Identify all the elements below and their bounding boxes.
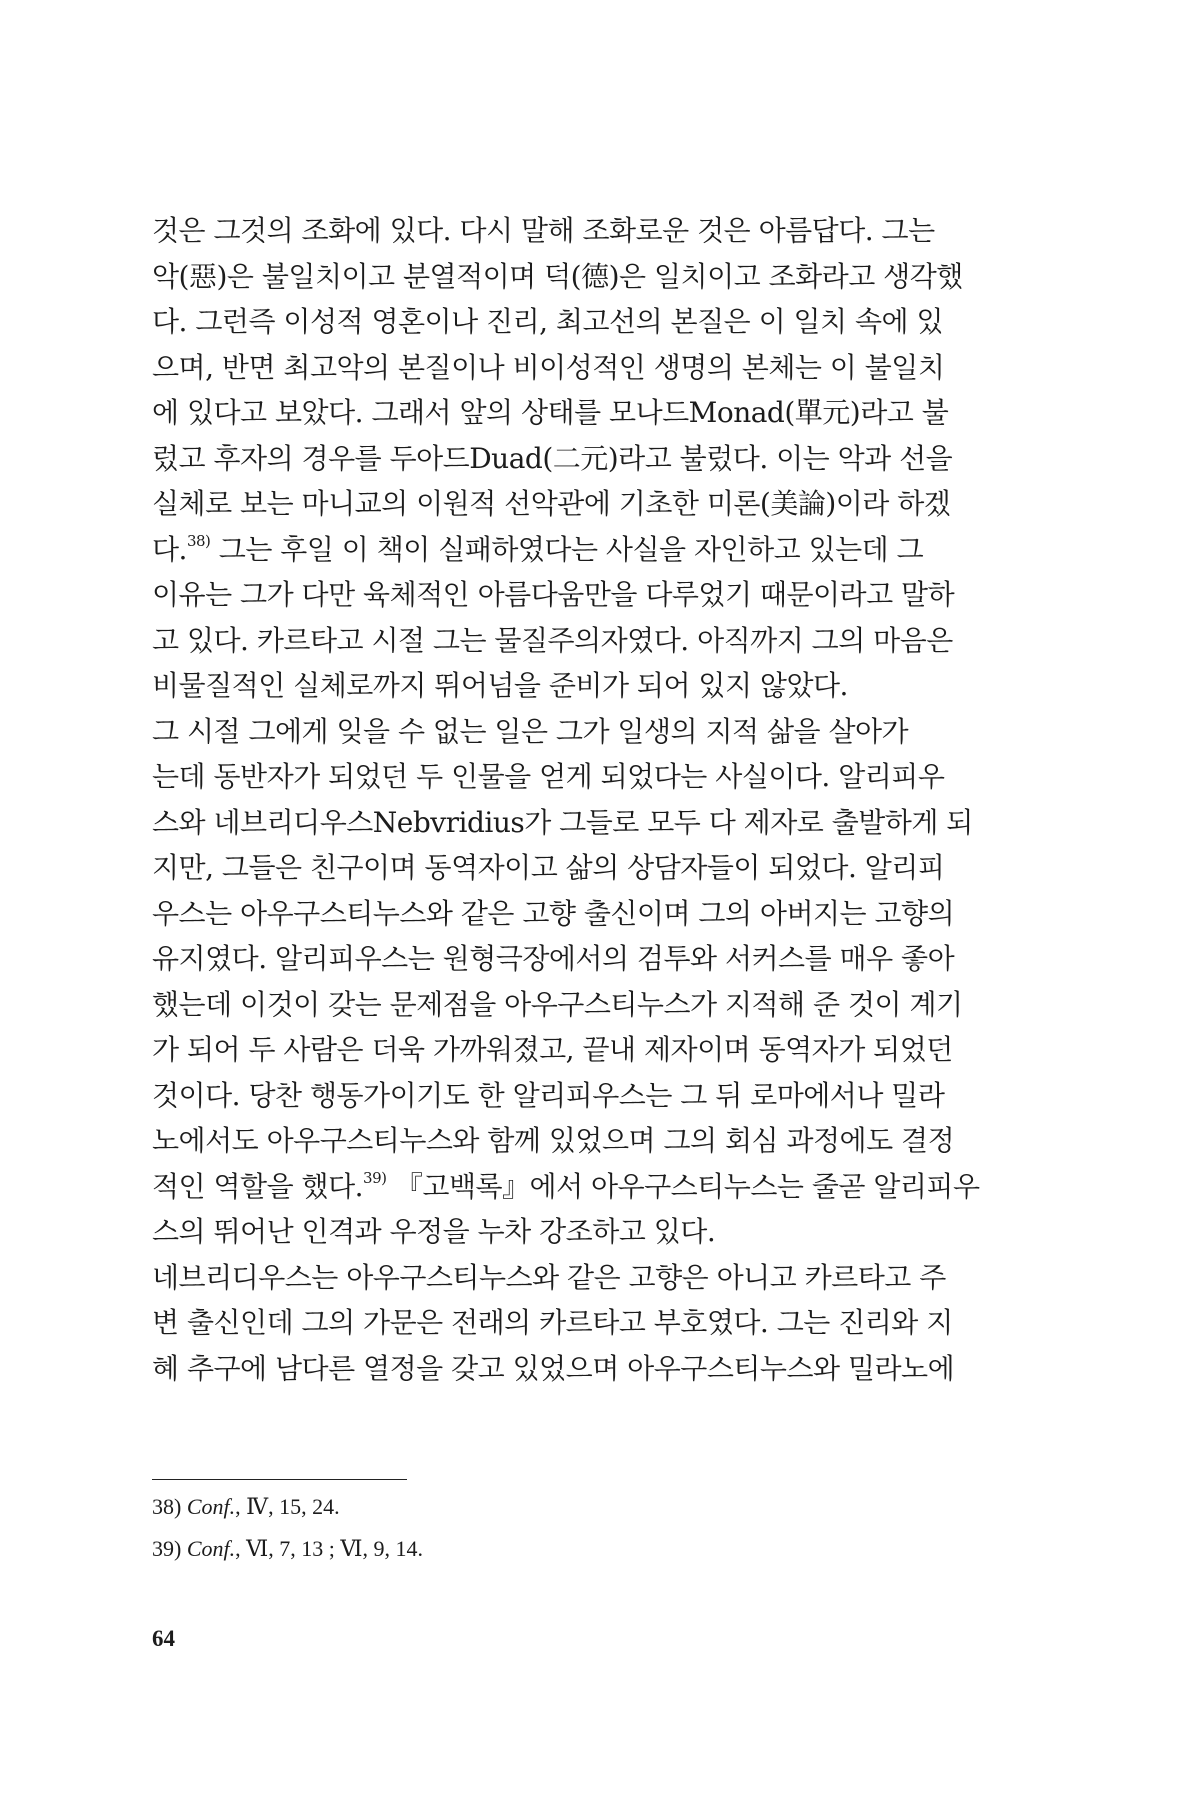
text-line: 것이다. 당찬 행동가이기도 한 알리피우스는 그 뒤 로마에서나 밀라 <box>152 1078 945 1112</box>
text-line: 것은 그것의 조화에 있다. 다시 말해 조화로운 것은 아름답다. 그는 <box>152 214 935 247</box>
text-line: 에 있다고 보았다. 그래서 앞의 상태를 모나드Monad(單元)라고 불 <box>152 396 949 429</box>
text-line: 실체로 보는 마니교의 이원적 선악관에 기초한 미론(美論)이라 하겠 <box>152 487 951 520</box>
text-line: 고 있다. 카르타고 시절 그는 물질주의자였다. 아직까지 그의 마음은 <box>152 623 953 657</box>
footnote-39 <box>152 1528 1052 1570</box>
footnote-marker-39: 39) <box>363 1169 387 1188</box>
footnote-work-title: Conf. <box>186 1536 236 1561</box>
text-line: 비물질적인 실체로까지 뛰어넘을 준비가 되어 있지 않았다. <box>152 669 848 702</box>
text-line: 악(惡)은 불일치이고 분열적이며 덕(德)은 일치이고 조화라고 생각했 <box>152 259 963 293</box>
footnote-marker-38: 38) <box>186 532 211 551</box>
text-line: 가 되어 두 사람은 더욱 가까워졌고, 끝내 제자이며 동역자가 되었던 <box>152 1033 953 1066</box>
text-line <box>152 1164 1052 1210</box>
text-line: 혜 추구에 남다른 열정을 갖고 있었으며 아우구스티누스와 밀라노에 <box>152 1351 955 1385</box>
text-line: 했는데 이것이 갖는 문제점을 아우구스티누스가 지적해 준 것이 계기 <box>152 987 963 1021</box>
footnote-38 <box>152 1486 1052 1528</box>
text-segment: 다. <box>152 532 187 566</box>
text-line: 이유는 그가 다만 육체적인 아름다움만을 다루었기 때문이라고 말하 <box>152 578 955 611</box>
text-line: 그 시절 그에게 잊을 수 없는 일은 그가 일생의 지적 삶을 살아가 <box>152 714 909 748</box>
footnote-reference: , Ⅳ, 15, 24. <box>235 1494 340 1519</box>
text-line: 스의 뛰어난 인격과 우정을 누차 강조하고 있다. <box>152 1215 716 1248</box>
text-line: 으며, 반면 최고악의 본질이나 비이성적인 생명의 본체는 이 불일치 <box>152 350 945 384</box>
text-line: 스와 네브리디우스Nebvridius가 그들로 모두 다 제자로 출발하게 되 <box>152 805 973 839</box>
footnote-number: 38) <box>152 1494 182 1519</box>
body-text <box>152 208 1052 1391</box>
text-line: 네브리디우스는 아우구스티누스와 같은 고향은 아니고 카르타고 주 <box>152 1260 946 1294</box>
text-line: 지만, 그들은 친구이며 동역자이고 삶의 상담자들이 되었다. 알리피 <box>152 851 945 884</box>
footnote-work-title: Conf. <box>186 1494 236 1519</box>
text-line <box>152 527 1052 573</box>
text-line: 는데 동반자가 되었던 두 인물을 얻게 되었다는 사실이다. 알리피우 <box>152 760 945 793</box>
text-line: 노에서도 아우구스티누스와 함께 있었으며 그의 회심 과정에도 결정 <box>152 1124 955 1157</box>
text-line: 유지였다. 알리피우스는 원형극장에서의 검투와 서커스를 매우 좋아 <box>152 942 955 975</box>
footnote-divider <box>152 1479 407 1480</box>
text-line: 변 출신인데 그의 가문은 전래의 카르타고 부호였다. 그는 진리와 지 <box>152 1306 953 1339</box>
footnotes <box>152 1486 1052 1570</box>
footnote-reference: , Ⅵ, 7, 13 ; Ⅵ, 9, 14. <box>235 1536 423 1561</box>
text-segment: 『고백록』에서 아우구스티누스는 줄곧 알리피우 <box>386 1169 980 1203</box>
text-segment: 그는 후일 이 책이 실패하였다는 사실을 자인하고 있는데 그 <box>210 532 924 566</box>
text-line: 다. 그런즉 이성적 영혼이나 진리, 최고선의 본질은 이 일치 속에 있 <box>152 305 944 338</box>
footnote-number: 39) <box>152 1536 182 1561</box>
text-line: 렀고 후자의 경우를 두아드Duad(二元)라고 불렀다. 이는 악과 선을 <box>152 441 953 475</box>
page-number: 64 <box>152 1626 175 1651</box>
text-line: 우스는 아우구스티누스와 같은 고향 출신이며 그의 아버지는 고향의 <box>152 896 955 930</box>
text-segment: 적인 역할을 했다. <box>152 1169 364 1203</box>
